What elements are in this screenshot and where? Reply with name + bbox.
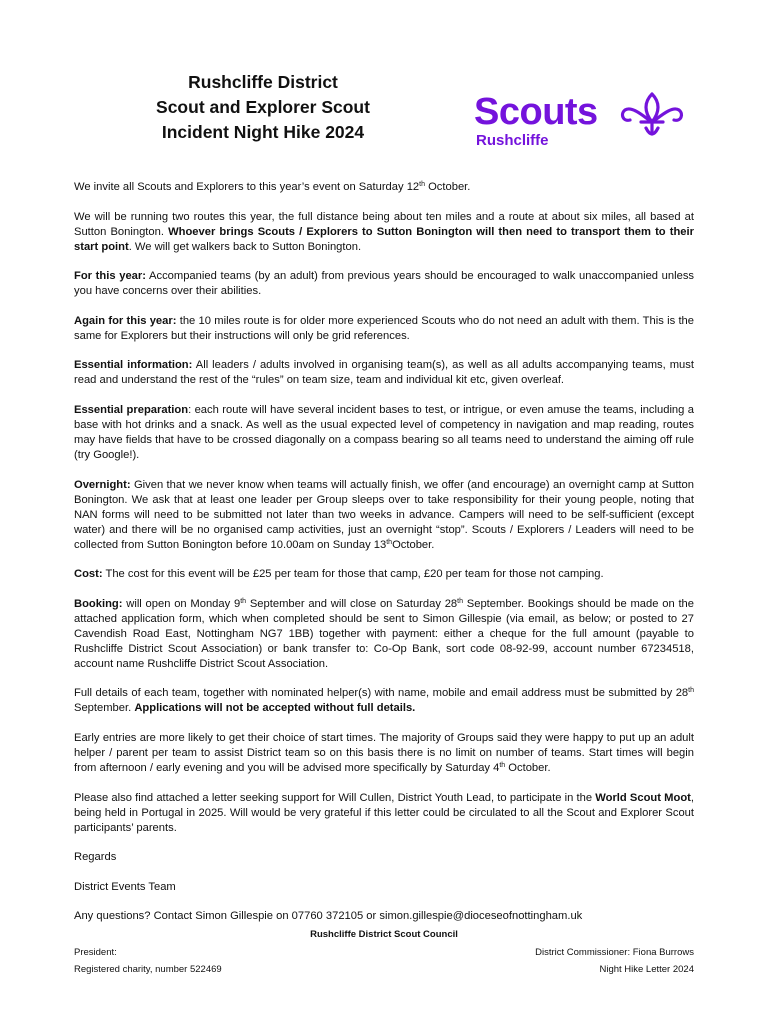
full-details-paragraph: Full details of each team, together with nominated helper(s) with name, mobile and email address must be submitted by 28th September. Applications will not be accepted without full details.	[74, 687, 694, 715]
fleur-de-lis-icon	[619, 92, 685, 138]
essential-information-paragraph: Essential information: All leaders / adults involved in organising team(s), as well as all adults accompanying teams, must read and understand the rest of the “rules” on team size, team and individual kit etc, given overleaf.	[74, 359, 694, 387]
again-this-year-paragraph: Again for this year: the 10 miles route is for older more experienced Scouts who do not need an adult with them. This is the same for Explorers but their instructions will only be grid references.	[74, 314, 694, 342]
intro-paragraph: We invite all Scouts and Explorers to this year’s event on Saturday 12th October.	[74, 181, 471, 193]
footer-president: President:	[74, 947, 117, 958]
this-year-paragraph: For this year: Accompanied teams (by an adult) from previous years should be encouraged to walk unaccompanied unless you have concerns over their abilities.	[74, 270, 695, 298]
title-line-1: Rushcliffe District	[188, 72, 338, 92]
logo-subtitle: Rushcliffe	[476, 132, 549, 149]
title-line-3: Incident Night Hike 2024	[161, 122, 365, 142]
cost-paragraph: Cost: The cost for this event will be £25 per team for those that camp, £20 per team for those not camping.	[74, 568, 604, 581]
routes-paragraph: We will be running two routes this year, the full distance being about ten miles and a route at about six miles, all based at Sutton Bonington. Whoever brings Scouts / Explorers to Sutton Bonington will then need to transport them to their start point. We will get walkers back to Sutton Bonington.	[74, 210, 694, 253]
scouts-logo	[474, 90, 694, 160]
early-entries-paragraph: Early entries are more likely to get their choice of start times. The majority of Groups said they were happy to put up an adult helper / parent per team to assist District team so on this basis there is no limit on number of teams. Start times will begin from afternoon / early evening and you will be advised more specifically by Saturday 4th October.	[74, 731, 694, 774]
footer-council: Rushcliffe District Scout Council	[310, 929, 458, 940]
overnight-paragraph: Overnight: Given that we never know when teams will actually finish, we offer (and encourage) an overnight camp at Sutton Bonington. We ask that at least one leader per Group sleeps over to take responsibility for their young people, noting that NAN forms will need to be submitted not later than two weeks in advance. Campers will need to be self-sufficient (except water) and there will be no organised camp activities, just an overnight “stop”. Scouts / Explorers / Leaders will need to be collected from Sutton Bonington before 10.00am on Sunday 13thOctober.	[74, 478, 694, 551]
regards-line: Regards	[74, 851, 117, 864]
booking-paragraph: Booking: will open on Monday 9th September and will close on Saturday 28th September. Bookings should be made on the attached application form, which when completed should be sent to Simon Gillespie (via email, as below; or posted to 27 Cavendish Road East, Nottingham NG7 1BB) together with payment: either a cheque for the full amount (payable to Rushcliffe District Scout Association) or bank transfer to: Co-Op Bank, sort code 08-92-99, account number 67234518, account name Rushcliffe District Scout Association.	[74, 597, 695, 670]
page-title	[120, 70, 406, 145]
footer-charity: Registered charity, number 522469	[74, 964, 222, 975]
contact-line: Any questions? Contact Simon Gillespie on 07760 372105 or simon.gillespie@dioceseofnottingham.uk	[74, 910, 583, 923]
footer-letter-ref: Night Hike Letter 2024	[599, 964, 694, 975]
letter-body	[74, 180, 694, 939]
signature-line: District Events Team	[74, 880, 176, 893]
logo-wordmark: Scouts	[474, 91, 598, 133]
footer-commissioner: District Commissioner: Fiona Burrows	[535, 947, 694, 958]
world-scout-moot-paragraph: Please also find attached a letter seeking support for Will Cullen, District Youth Lead, to participate in the World Scout Moot, being held in Portugal in 2025. Will would be very grateful if this letter could be circulated to all the Scout and Explorer Scout participants’ parents.	[74, 791, 695, 834]
title-line-2: Scout and Explorer Scout	[156, 97, 370, 117]
essential-preparation-paragraph: Essential preparation: each route will have several incident bases to test, or intrigue, or even amuse the teams, including a base with hot drinks and a snack. As well as the usual expected level of competency in navigation and map reading, routes may have fields that have to be crossed diagonally on a compass bearing so all teams need to understand the aiming off rule (try Google!).	[74, 403, 694, 461]
